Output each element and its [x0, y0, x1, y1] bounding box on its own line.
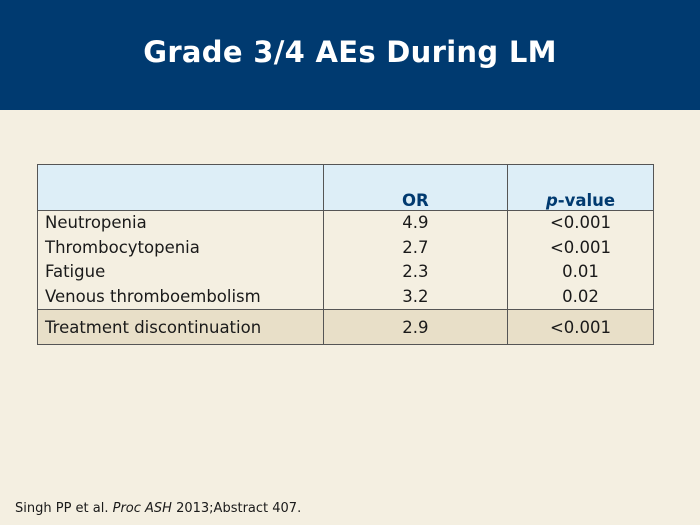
- odds-ratio-cell: [323, 211, 507, 310]
- pvalue-value: <0.001: [549, 213, 612, 232]
- title-bar: [0, 0, 700, 110]
- odds-ratio-value: 4.9: [402, 213, 429, 232]
- table-body-row: [38, 211, 654, 310]
- odds-ratio-value: 2.7: [402, 237, 429, 257]
- summary-row: [38, 310, 654, 345]
- event-names-cell: [38, 211, 324, 310]
- slide-title: Grade 3/4 AEs During LM: [143, 35, 557, 69]
- event-name: Fatigue: [45, 262, 106, 281]
- citation-journal: Proc ASH: [112, 501, 172, 516]
- citation-suffix: 2013;Abstract 407.: [171, 501, 302, 516]
- table-header-row: [38, 165, 654, 211]
- header-pvalue-italic: p: [545, 191, 558, 210]
- header-pvalue: [508, 165, 654, 211]
- header-or: OR: [323, 165, 507, 211]
- event-name: Thrombocytopenia: [45, 237, 200, 257]
- adverse-events-table: [37, 164, 654, 345]
- event-name: Neutropenia: [45, 213, 147, 232]
- event-name: Venous thromboembolism: [45, 286, 261, 306]
- pvalue-value: 0.02: [562, 286, 599, 306]
- header-label-cell: [38, 165, 324, 211]
- summary-or: 2.9: [323, 310, 507, 345]
- citation: [15, 501, 301, 516]
- pvalue-value: 0.01: [562, 262, 599, 281]
- summary-pvalue: <0.001: [508, 310, 654, 345]
- pvalue-value: <0.001: [549, 237, 612, 257]
- header-pvalue-rest: -value: [557, 191, 616, 210]
- odds-ratio-value: 2.3: [402, 262, 429, 281]
- pvalue-cell: [508, 211, 654, 310]
- citation-prefix: Singh PP et al.: [15, 501, 113, 516]
- summary-label: Treatment discontinuation: [38, 310, 324, 345]
- odds-ratio-value: 3.2: [402, 286, 429, 306]
